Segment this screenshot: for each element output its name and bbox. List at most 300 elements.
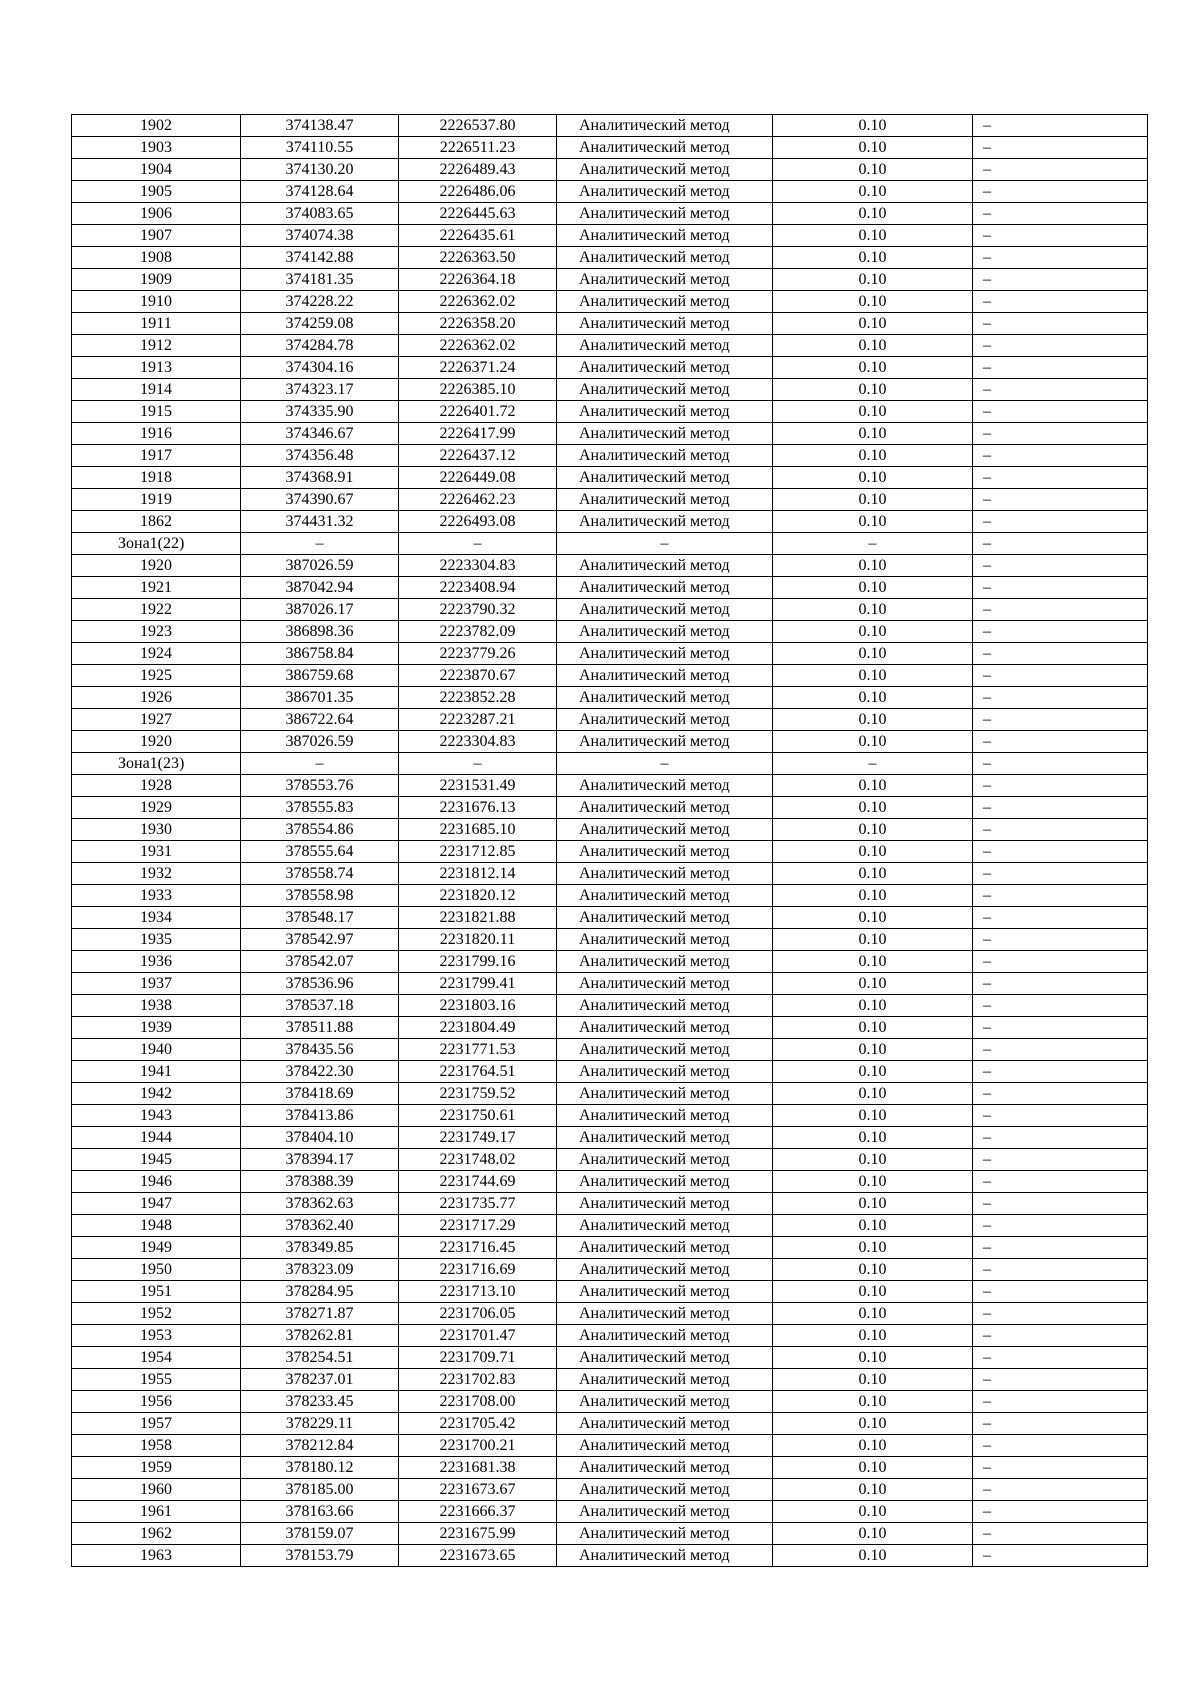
method-cell: Аналитический метод [557,1281,773,1303]
y-coordinate-cell: 2223287.21 [399,709,557,731]
method-cell: Аналитический метод [557,1457,773,1479]
point-number-cell: 1940 [72,1039,241,1061]
table-row [72,115,1148,137]
method-cell: Аналитический метод [557,269,773,291]
point-number-cell: 1929 [72,797,241,819]
x-coordinate-cell: 378542.97 [241,929,399,951]
table-row [72,159,1148,181]
note-cell: – [973,819,1148,841]
accuracy-cell: 0.10 [773,929,973,951]
x-coordinate-cell: 378394.17 [241,1149,399,1171]
accuracy-cell: 0.10 [773,665,973,687]
point-number-cell: 1946 [72,1171,241,1193]
y-coordinate-cell: 2226486.06 [399,181,557,203]
accuracy-cell: 0.10 [773,1127,973,1149]
accuracy-cell: – [773,533,973,555]
accuracy-cell: 0.10 [773,1083,973,1105]
note-cell: – [973,863,1148,885]
table-row [72,1501,1148,1523]
accuracy-cell: 0.10 [773,489,973,511]
x-coordinate-cell: 374335.90 [241,401,399,423]
accuracy-cell: 0.10 [773,115,973,137]
point-number-cell: 1955 [72,1369,241,1391]
note-cell: – [973,709,1148,731]
y-coordinate-cell: 2231676.13 [399,797,557,819]
method-cell: Аналитический метод [557,555,773,577]
x-coordinate-cell: 387026.59 [241,555,399,577]
note-cell: – [973,1127,1148,1149]
table-row [72,929,1148,951]
x-coordinate-cell: 378388.39 [241,1171,399,1193]
note-cell: – [973,1457,1148,1479]
table-row [72,621,1148,643]
point-number-cell: 1951 [72,1281,241,1303]
table-row [72,709,1148,731]
point-number-cell: 1923 [72,621,241,643]
method-cell: Аналитический метод [557,973,773,995]
method-cell: Аналитический метод [557,1193,773,1215]
x-coordinate-cell: 386722.64 [241,709,399,731]
table-row [72,511,1148,533]
y-coordinate-cell: 2226358.20 [399,313,557,335]
point-number-cell: 1902 [72,115,241,137]
table-row [72,1457,1148,1479]
accuracy-cell: 0.10 [773,445,973,467]
accuracy-cell: 0.10 [773,577,973,599]
point-number-cell: 1942 [72,1083,241,1105]
table-row [72,1303,1148,1325]
note-cell: – [973,181,1148,203]
accuracy-cell: 0.10 [773,159,973,181]
accuracy-cell: 0.10 [773,1457,973,1479]
method-cell: Аналитический метод [557,511,773,533]
y-coordinate-cell: 2226493.08 [399,511,557,533]
point-number-cell: 1935 [72,929,241,951]
note-cell: – [973,467,1148,489]
x-coordinate-cell: 378212.84 [241,1435,399,1457]
y-coordinate-cell: 2223304.83 [399,555,557,577]
method-cell: Аналитический метод [557,1413,773,1435]
note-cell: – [973,643,1148,665]
note-cell: – [973,511,1148,533]
x-coordinate-cell: 387026.59 [241,731,399,753]
method-cell: Аналитический метод [557,225,773,247]
method-cell: Аналитический метод [557,731,773,753]
point-number-cell: 1961 [72,1501,241,1523]
x-coordinate-cell: 378323.09 [241,1259,399,1281]
x-coordinate-cell: 378271.87 [241,1303,399,1325]
method-cell: Аналитический метод [557,1039,773,1061]
point-number-cell: 1919 [72,489,241,511]
note-cell: – [973,1413,1148,1435]
method-cell: Аналитический метод [557,929,773,951]
x-coordinate-cell: 378229.11 [241,1413,399,1435]
accuracy-cell: 0.10 [773,467,973,489]
point-number-cell: 1927 [72,709,241,731]
y-coordinate-cell: 2223790.32 [399,599,557,621]
accuracy-cell: 0.10 [773,1391,973,1413]
method-cell: Аналитический метод [557,951,773,973]
note-cell: – [973,1017,1148,1039]
y-coordinate-cell: 2226385.10 [399,379,557,401]
point-number-cell: 1917 [72,445,241,467]
y-coordinate-cell: 2231701.47 [399,1325,557,1347]
accuracy-cell: 0.10 [773,401,973,423]
accuracy-cell: 0.10 [773,1281,973,1303]
point-number-cell: 1962 [72,1523,241,1545]
x-coordinate-cell: 374130.20 [241,159,399,181]
note-cell: – [973,577,1148,599]
x-coordinate-cell: 374083.65 [241,203,399,225]
note-cell: – [973,1435,1148,1457]
y-coordinate-cell: 2226511.23 [399,137,557,159]
note-cell: – [973,929,1148,951]
y-coordinate-cell: 2231744.69 [399,1171,557,1193]
point-number-cell: 1928 [72,775,241,797]
method-cell: Аналитический метод [557,1479,773,1501]
method-cell: Аналитический метод [557,1127,773,1149]
method-cell: Аналитический метод [557,1303,773,1325]
method-cell: Аналитический метод [557,401,773,423]
accuracy-cell: 0.10 [773,907,973,929]
x-coordinate-cell: 378537.18 [241,995,399,1017]
note-cell: – [973,995,1148,1017]
accuracy-cell: 0.10 [773,973,973,995]
zone-header-row [72,753,1148,775]
point-number-cell: 1912 [72,335,241,357]
method-cell: Аналитический метод [557,1369,773,1391]
x-coordinate-cell: 378554.86 [241,819,399,841]
x-coordinate-cell: 387026.17 [241,599,399,621]
table-row [72,1281,1148,1303]
table-row [72,467,1148,489]
method-cell: Аналитический метод [557,907,773,929]
note-cell: – [973,885,1148,907]
table-row [72,665,1148,687]
point-number-cell: 1930 [72,819,241,841]
point-number-cell: 1953 [72,1325,241,1347]
y-coordinate-cell: 2231705.42 [399,1413,557,1435]
y-coordinate-cell: 2223408.94 [399,577,557,599]
x-coordinate-cell: 374323.17 [241,379,399,401]
accuracy-cell: 0.10 [773,1413,973,1435]
table-row [72,863,1148,885]
y-coordinate-cell: 2226401.72 [399,401,557,423]
y-coordinate-cell: 2231713.10 [399,1281,557,1303]
table-row [72,687,1148,709]
x-coordinate-cell: 378362.40 [241,1215,399,1237]
note-cell: – [973,841,1148,863]
y-coordinate-cell: 2231716.69 [399,1259,557,1281]
table-row [72,379,1148,401]
table-row [72,489,1148,511]
x-coordinate-cell: 378555.64 [241,841,399,863]
table-row [72,1435,1148,1457]
table-row [72,1545,1148,1567]
method-cell: Аналитический метод [557,291,773,313]
point-number-cell: 1937 [72,973,241,995]
y-coordinate-cell: 2231712.85 [399,841,557,863]
y-coordinate-cell: 2231750.61 [399,1105,557,1127]
accuracy-cell: 0.10 [773,335,973,357]
accuracy-cell: 0.10 [773,885,973,907]
method-cell: Аналитический метод [557,181,773,203]
table-row [72,1259,1148,1281]
note-cell: – [973,115,1148,137]
point-number-cell: 1949 [72,1237,241,1259]
point-number-cell: 1947 [72,1193,241,1215]
y-coordinate-cell: 2226489.43 [399,159,557,181]
accuracy-cell: 0.10 [773,731,973,753]
table-row [72,951,1148,973]
y-coordinate-cell: 2231821.88 [399,907,557,929]
note-cell: – [973,489,1148,511]
y-coordinate-cell: 2231764.51 [399,1061,557,1083]
note-cell: – [973,357,1148,379]
point-number-cell: 1954 [72,1347,241,1369]
y-coordinate-cell: 2226449.08 [399,467,557,489]
accuracy-cell: 0.10 [773,1303,973,1325]
note-cell: – [973,1325,1148,1347]
point-number-cell: 1920 [72,731,241,753]
point-number-cell: 1924 [72,643,241,665]
x-coordinate-cell: 378237.01 [241,1369,399,1391]
y-coordinate-cell: 2223304.83 [399,731,557,753]
note-cell: – [973,423,1148,445]
note-cell: – [973,1501,1148,1523]
method-cell: Аналитический метод [557,995,773,1017]
table-row [72,423,1148,445]
method-cell: Аналитический метод [557,357,773,379]
method-cell: Аналитический метод [557,445,773,467]
method-cell: Аналитический метод [557,379,773,401]
point-number-cell: 1906 [72,203,241,225]
x-coordinate-cell: 374074.38 [241,225,399,247]
table-row [72,225,1148,247]
x-coordinate-cell: 386701.35 [241,687,399,709]
note-cell: – [973,1259,1148,1281]
note-cell: – [973,291,1148,313]
x-coordinate-cell: 374346.67 [241,423,399,445]
x-coordinate-cell: 374181.35 [241,269,399,291]
accuracy-cell: 0.10 [773,137,973,159]
note-cell: – [973,1105,1148,1127]
y-coordinate-cell: 2231531.49 [399,775,557,797]
x-coordinate-cell: 378180.12 [241,1457,399,1479]
note-cell: – [973,973,1148,995]
table-row [72,291,1148,313]
x-coordinate-cell: 378163.66 [241,1501,399,1523]
point-number-cell: 1959 [72,1457,241,1479]
y-coordinate-cell: 2231702.83 [399,1369,557,1391]
x-coordinate-cell: 378153.79 [241,1545,399,1567]
x-coordinate-cell: 378413.86 [241,1105,399,1127]
table-row [72,247,1148,269]
table-row [72,1347,1148,1369]
note-cell: – [973,1215,1148,1237]
x-coordinate-cell: 378418.69 [241,1083,399,1105]
table-row [72,1105,1148,1127]
method-cell: Аналитический метод [557,1545,773,1567]
y-coordinate-cell: 2231812.14 [399,863,557,885]
y-coordinate-cell: 2231804.49 [399,1017,557,1039]
note-cell: – [973,753,1148,775]
note-cell: – [973,1281,1148,1303]
method-cell: Аналитический метод [557,313,773,335]
coordinates-table [71,114,1148,1567]
accuracy-cell: 0.10 [773,247,973,269]
point-number-cell: 1933 [72,885,241,907]
y-coordinate-cell: 2226537.80 [399,115,557,137]
table-row [72,1083,1148,1105]
x-coordinate-cell: 386759.68 [241,665,399,687]
method-cell: Аналитический метод [557,1435,773,1457]
accuracy-cell: 0.10 [773,1545,973,1567]
accuracy-cell: 0.10 [773,203,973,225]
method-cell: Аналитический метод [557,159,773,181]
note-cell: – [973,687,1148,709]
method-cell: – [557,533,773,555]
accuracy-cell: 0.10 [773,1105,973,1127]
x-coordinate-cell: 378362.63 [241,1193,399,1215]
point-number-cell: 1952 [72,1303,241,1325]
point-number-cell: 1914 [72,379,241,401]
table-row [72,1017,1148,1039]
point-number-cell: 1903 [72,137,241,159]
method-cell: Аналитический метод [557,423,773,445]
y-coordinate-cell: 2231717.29 [399,1215,557,1237]
y-coordinate-cell: 2223779.26 [399,643,557,665]
table-row [72,1127,1148,1149]
note-cell: – [973,1347,1148,1369]
point-number-cell: 1960 [72,1479,241,1501]
point-number-cell: 1958 [72,1435,241,1457]
y-coordinate-cell: 2226364.18 [399,269,557,291]
accuracy-cell: 0.10 [773,1479,973,1501]
accuracy-cell: 0.10 [773,841,973,863]
method-cell: Аналитический метод [557,1523,773,1545]
accuracy-cell: 0.10 [773,819,973,841]
accuracy-cell: 0.10 [773,1259,973,1281]
table-row [72,995,1148,1017]
method-cell: Аналитический метод [557,1149,773,1171]
x-coordinate-cell: 378542.07 [241,951,399,973]
table-row [72,775,1148,797]
y-coordinate-cell: 2231666.37 [399,1501,557,1523]
method-cell: Аналитический метод [557,1391,773,1413]
point-number-cell: 1910 [72,291,241,313]
y-coordinate-cell: 2231685.10 [399,819,557,841]
point-number-cell: 1909 [72,269,241,291]
accuracy-cell: 0.10 [773,1325,973,1347]
table-row [72,973,1148,995]
note-cell: – [973,159,1148,181]
accuracy-cell: 0.10 [773,423,973,445]
accuracy-cell: 0.10 [773,1435,973,1457]
accuracy-cell: 0.10 [773,1061,973,1083]
point-number-cell: 1916 [72,423,241,445]
method-cell: Аналитический метод [557,775,773,797]
accuracy-cell: 0.10 [773,643,973,665]
table-row [72,269,1148,291]
method-cell: Аналитический метод [557,335,773,357]
method-cell: Аналитический метод [557,1171,773,1193]
table-row [72,1215,1148,1237]
method-cell: Аналитический метод [557,841,773,863]
table-row [72,1171,1148,1193]
point-number-cell: 1941 [72,1061,241,1083]
method-cell: Аналитический метод [557,885,773,907]
accuracy-cell: 0.10 [773,621,973,643]
point-number-cell: 1948 [72,1215,241,1237]
y-coordinate-cell: 2231735.77 [399,1193,557,1215]
table-row [72,797,1148,819]
accuracy-cell: 0.10 [773,379,973,401]
method-cell: Аналитический метод [557,1105,773,1127]
y-coordinate-cell: 2231799.16 [399,951,557,973]
table-row [72,181,1148,203]
note-cell: – [973,1391,1148,1413]
point-number-cell: 1938 [72,995,241,1017]
x-coordinate-cell: 378548.17 [241,907,399,929]
point-number-cell: 1963 [72,1545,241,1567]
y-coordinate-cell: 2231700.21 [399,1435,557,1457]
accuracy-cell: 0.10 [773,1171,973,1193]
table-row [72,841,1148,863]
x-coordinate-cell: 387042.94 [241,577,399,599]
y-coordinate-cell: 2231673.65 [399,1545,557,1567]
table-row [72,1061,1148,1083]
accuracy-cell: 0.10 [773,1193,973,1215]
accuracy-cell: 0.10 [773,357,973,379]
x-coordinate-cell: 378536.96 [241,973,399,995]
x-coordinate-cell: 378349.85 [241,1237,399,1259]
point-number-cell: 1920 [72,555,241,577]
method-cell: Аналитический метод [557,489,773,511]
note-cell: – [973,1523,1148,1545]
method-cell: Аналитический метод [557,1237,773,1259]
accuracy-cell: 0.10 [773,1369,973,1391]
note-cell: – [973,599,1148,621]
y-coordinate-cell: 2231748.02 [399,1149,557,1171]
x-coordinate-cell: 378233.45 [241,1391,399,1413]
note-cell: – [973,247,1148,269]
x-coordinate-cell: – [241,533,399,555]
note-cell: – [973,1193,1148,1215]
method-cell: Аналитический метод [557,467,773,489]
x-coordinate-cell: 374368.91 [241,467,399,489]
note-cell: – [973,137,1148,159]
y-coordinate-cell: – [399,533,557,555]
method-cell: Аналитический метод [557,1347,773,1369]
y-coordinate-cell: 2223782.09 [399,621,557,643]
accuracy-cell: 0.10 [773,1017,973,1039]
accuracy-cell: 0.10 [773,181,973,203]
y-coordinate-cell: 2226362.02 [399,291,557,313]
note-cell: – [973,313,1148,335]
point-number-cell: 1862 [72,511,241,533]
point-number-cell: 1956 [72,1391,241,1413]
note-cell: – [973,951,1148,973]
point-number-cell: 1907 [72,225,241,247]
method-cell: Аналитический метод [557,797,773,819]
accuracy-cell: 0.10 [773,709,973,731]
method-cell: – [557,753,773,775]
table-row [72,555,1148,577]
point-number-cell: 1932 [72,863,241,885]
accuracy-cell: 0.10 [773,775,973,797]
method-cell: Аналитический метод [557,1325,773,1347]
